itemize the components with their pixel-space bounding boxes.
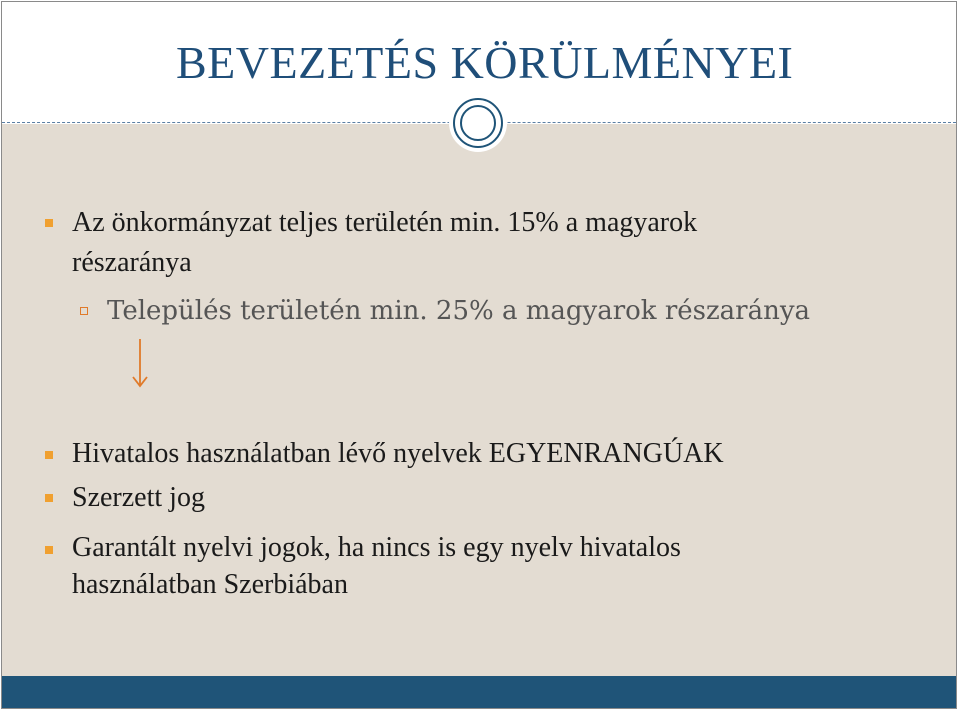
hollow-square-bullet-icon [80, 307, 88, 315]
bullet-text-4-line1: Garantált nyelvi jogok, ha nincs is egy nyelv hivatalos [72, 532, 681, 563]
circle-ornament-inner-ring [460, 105, 496, 141]
bullet-text-3: Szerzett jog [72, 482, 205, 513]
bullet-text-1-line2: részaránya [72, 247, 192, 278]
square-bullet-icon [45, 219, 53, 227]
bullet-text-1-line1: Az önkormányzat teljes területén min. 15% a magyarok [72, 207, 698, 238]
bullet-text-2: Hivatalos használatban lévő nyelvek EGYENRANGÚAK [72, 438, 724, 469]
slide-title: BEVEZETÉS KÖRÜLMÉNYEI [176, 37, 794, 88]
bullet-text-4-line2: használatban Szerbiában [72, 569, 348, 600]
footer-bar [2, 676, 956, 708]
sub-bullet-text: Település területén min. 25% a magyarok részaránya [107, 296, 811, 326]
down-arrow-icon [132, 337, 148, 389]
square-bullet-icon [45, 494, 53, 502]
square-bullet-icon [45, 546, 53, 554]
square-bullet-icon [45, 451, 53, 459]
